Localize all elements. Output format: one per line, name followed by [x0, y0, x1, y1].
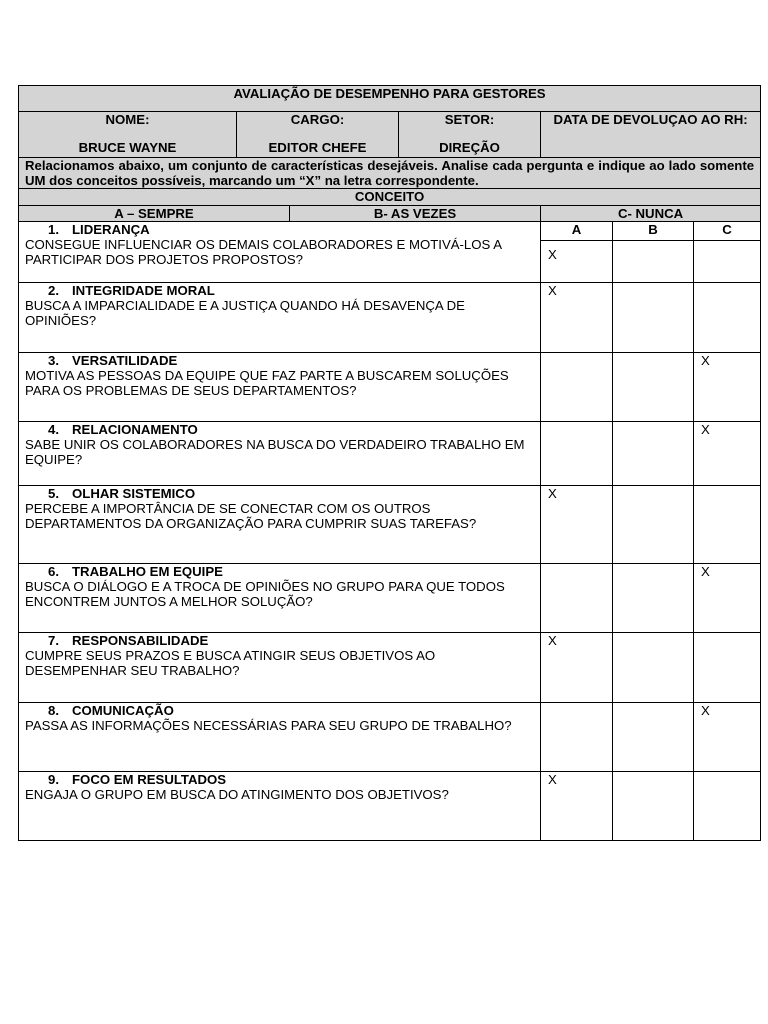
table-row	[19, 485, 761, 563]
question-text: CUMPRE SEUS PRAZOS E BUSCA ATINGIR SEUS OBJETIVOS AO DESEMPENHAR SEU TRABALHO?	[25, 648, 436, 679]
mark-cell-b[interactable]	[613, 352, 694, 421]
mark-cell-a[interactable]	[541, 702, 613, 771]
mark-cell-b[interactable]	[613, 563, 694, 632]
question-text: BUSCA O DIÁLOGO E A TROCA DE OPINIÕES NO GRUPO PARA QUE TODOS ENCONTREM JUNTOS A MELHOR SOLUÇÃO?	[25, 579, 505, 610]
question-number: 7.	[48, 632, 59, 648]
mark-cell-c[interactable]	[694, 632, 761, 702]
name-label: NOME:	[105, 112, 150, 127]
question-item	[19, 221, 541, 282]
return-date-field	[541, 112, 761, 158]
mark-cell-c[interactable]: X	[694, 702, 761, 771]
mark-cell-a[interactable]: X	[541, 771, 613, 840]
table-row	[19, 563, 761, 632]
mark-cell-c[interactable]	[694, 240, 761, 282]
questions-list	[19, 221, 761, 840]
mark-cell-b[interactable]	[613, 282, 694, 352]
role-field	[237, 112, 399, 158]
question-number: 9.	[48, 771, 59, 787]
concept-c: C- NUNCA	[541, 205, 761, 221]
question-name: OLHAR SISTEMICO	[72, 485, 196, 501]
question-title	[25, 703, 534, 718]
mark-cell-b[interactable]	[613, 240, 694, 282]
question-text: SABE UNIR OS COLABORADORES NA BUSCA DO VERDADEIRO TRABALHO EM EQUIPE?	[25, 437, 525, 468]
concept-a: A – SEMPRE	[19, 205, 290, 221]
question-name: INTEGRIDADE MORAL	[72, 282, 215, 298]
question-number: 6.	[48, 563, 59, 579]
sector-label: SETOR:	[444, 112, 495, 127]
question-item	[19, 352, 541, 421]
question-item	[19, 702, 541, 771]
mark-cell-c[interactable]	[694, 282, 761, 352]
question-text: PASSA AS INFORMAÇÕES NECESSÁRIAS PARA SEU GRUPO DE TRABALHO?	[25, 718, 512, 734]
evaluation-table	[18, 85, 761, 841]
name-field	[19, 112, 237, 158]
mark-cell-a[interactable]	[541, 421, 613, 485]
mark-cell-a[interactable]: X	[541, 632, 613, 702]
mark-cell-a[interactable]	[541, 352, 613, 421]
question-name: COMUNICAÇÃO	[72, 702, 174, 718]
question-name: RESPONSABILIDADE	[72, 632, 209, 648]
question-number: 1.	[48, 221, 59, 237]
role-value: EDITOR CHEFE	[268, 140, 367, 156]
role-label: CARGO:	[290, 112, 345, 127]
question-name: LIDERANÇA	[72, 221, 150, 237]
mark-cell-c[interactable]: X	[694, 421, 761, 485]
question-number: 8.	[48, 702, 59, 718]
evaluation-form	[18, 85, 760, 841]
question-title	[25, 283, 534, 298]
name-value: BRUCE WAYNE	[78, 140, 177, 156]
table-row	[19, 702, 761, 771]
question-title	[25, 772, 534, 787]
concept-header: CONCEITO	[19, 189, 761, 205]
table-row	[19, 352, 761, 421]
mark-cell-b[interactable]	[613, 771, 694, 840]
question-title	[25, 353, 534, 368]
form-title: AVALIAÇÃO DE DESEMPENHO PARA GESTORES	[19, 86, 761, 112]
sector-value: DIREÇÃO	[439, 140, 500, 156]
question-title	[25, 564, 534, 579]
question-item	[19, 485, 541, 563]
mark-cell-a[interactable]	[541, 563, 613, 632]
question-number: 5.	[48, 485, 59, 501]
table-row	[19, 771, 761, 840]
question-item	[19, 771, 541, 840]
table-row	[19, 282, 761, 352]
mark-cell-b[interactable]	[613, 485, 694, 563]
mark-cell-a[interactable]: X	[541, 240, 613, 282]
mark-cell-c[interactable]	[694, 485, 761, 563]
question-name: VERSATILIDADE	[72, 352, 178, 368]
mark-cell-b[interactable]	[613, 632, 694, 702]
column-header-b: B	[613, 221, 694, 240]
question-title	[25, 422, 534, 437]
table-row	[19, 421, 761, 485]
question-text: CONSEGUE INFLUENCIAR OS DEMAIS COLABORADORES E MOTIVÁ-LOS A PARTICIPAR DOS PROJETOS PROPOSTOS?	[25, 237, 502, 268]
question-item	[19, 632, 541, 702]
question-item	[19, 421, 541, 485]
question-number: 4.	[48, 421, 59, 437]
question-name: TRABALHO EM EQUIPE	[72, 563, 223, 579]
question-name: FOCO EM RESULTADOS	[72, 771, 227, 787]
question-text: ENGAJA O GRUPO EM BUSCA DO ATINGIMENTO DOS OBJETIVOS?	[25, 787, 449, 803]
question-title	[25, 633, 534, 648]
question-item	[19, 563, 541, 632]
mark-cell-b[interactable]	[613, 702, 694, 771]
question-text: MOTIVA AS PESSOAS DA EQUIPE QUE FAZ PARTE A BUSCAREM SOLUÇÕES PARA OS PROBLEMAS DE SEUS DEPARTAMENTOS?	[25, 368, 509, 399]
mark-cell-c[interactable]: X	[694, 352, 761, 421]
question-title	[25, 222, 534, 237]
question-title	[25, 486, 534, 501]
question-text: BUSCA A IMPARCIALIDADE E A JUSTIÇA QUANDO HÁ DESAVENÇA DE OPINIÕES?	[25, 298, 465, 329]
return-date-label: DATA DE DEVOLUÇAO AO RH:	[553, 112, 748, 127]
column-header-a: A	[541, 221, 613, 240]
concept-b: B- AS VEZES	[290, 205, 541, 221]
question-text: PERCEBE A IMPORTÂNCIA DE SE CONECTAR COM OS OUTROS DEPARTAMENTOS DA ORGANIZAÇÃO PARA CUMPRIR SUAS TAREFAS?	[25, 501, 477, 532]
instructions: Relacionamos abaixo, um conjunto de características desejáveis. Analise cada pergunta e indique ao lado somente UM dos conceitos possíveis, marcando um “X” na letra correspondente.	[19, 158, 761, 189]
mark-cell-a[interactable]: X	[541, 485, 613, 563]
mark-cell-c[interactable]	[694, 771, 761, 840]
question-name: RELACIONAMENTO	[72, 421, 198, 437]
sector-field	[399, 112, 541, 158]
question-number: 2.	[48, 282, 59, 298]
table-row	[19, 632, 761, 702]
column-header-c: C	[694, 221, 761, 240]
mark-cell-c[interactable]: X	[694, 563, 761, 632]
mark-cell-a[interactable]: X	[541, 282, 613, 352]
mark-cell-b[interactable]	[613, 421, 694, 485]
question-number: 3.	[48, 352, 59, 368]
question-item	[19, 282, 541, 352]
